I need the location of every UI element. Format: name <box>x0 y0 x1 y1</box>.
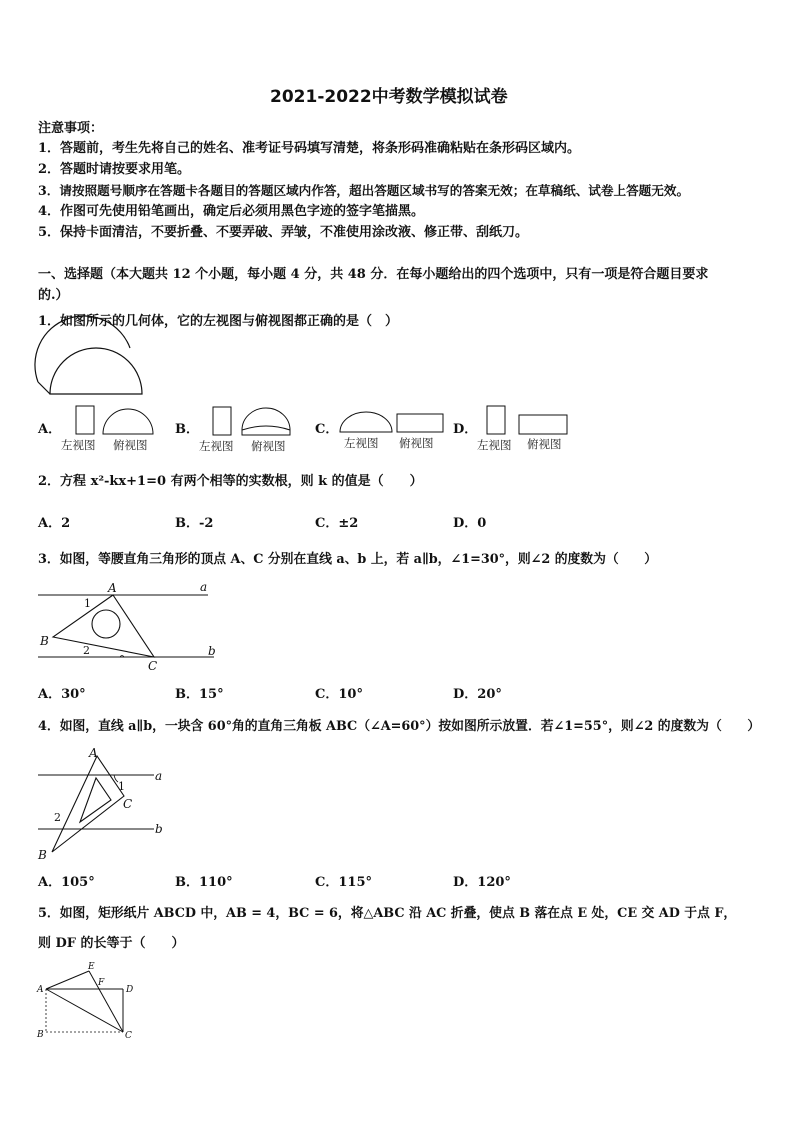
q3-label-b-point: B <box>40 634 49 648</box>
q1-a-top-view-caption: 俯视图 <box>113 438 148 452</box>
q5-label-e-point: E <box>88 962 95 972</box>
q3-label-angle-2: 2 <box>83 644 90 657</box>
q4-label-line-a: a <box>155 769 163 783</box>
notice-item: 4．作图可先使用铅笔画出，确定后必须用黑色字迹的签字笔描黑。 <box>38 204 425 219</box>
q5-label-f-point: F <box>98 978 105 988</box>
notice-heading: 注意事项： <box>38 121 104 136</box>
q5-label-a-point: A <box>37 985 44 995</box>
q3-label-line-b: b <box>208 644 216 658</box>
section-heading-cont: 的.） <box>38 288 69 303</box>
q2-option-b[interactable]: B．-2 <box>175 516 214 531</box>
q4-label-b-point: B <box>38 848 47 862</box>
q1-option-d[interactable]: D． <box>453 422 478 437</box>
q5-figure <box>36 958 146 1044</box>
q1-solid-figure <box>36 338 146 400</box>
q1-c-left-view-caption: 左视图 <box>344 436 379 450</box>
q1-b-left-view-caption: 左视图 <box>199 439 234 453</box>
q4-figure <box>36 744 166 862</box>
q1-option-a[interactable]: A． <box>38 422 62 437</box>
q3-option-b[interactable]: B．15° <box>175 687 224 702</box>
q4-label-angle-2: 2 <box>54 811 61 824</box>
q3-label-c-point: C <box>148 659 158 673</box>
q1-option-d-views <box>486 405 570 437</box>
notice-item: 3．请按照题号顺序在答题卡各题目的答题区域内作答，超出答题区域书写的答案无效；在草稿纸、试卷上答题无效。 <box>38 183 690 198</box>
q3-label-a-point: A <box>108 581 117 595</box>
notice-item: 1．答题前，考生先将自己的姓名、准考证号码填写清楚，将条形码准确粘贴在条形码区域内。 <box>38 141 581 156</box>
q5-label-d-point: D <box>126 985 134 995</box>
q1-b-top-view-caption: 俯视图 <box>251 439 286 453</box>
q1-option-c[interactable]: C． <box>315 422 339 437</box>
q5-label-c-point: C <box>125 1031 132 1041</box>
q3-option-c[interactable]: C．10° <box>315 687 363 702</box>
question-1-stem: 1．如图所示的几何体，它的左视图与俯视图都正确的是（ ） <box>38 314 399 329</box>
q5-label-b-point: B <box>37 1030 44 1040</box>
q2-option-c[interactable]: C．±2 <box>315 516 359 531</box>
q4-label-c-point: C <box>123 797 133 811</box>
page-title: 2021-2022中考数学模拟试卷 <box>270 87 508 107</box>
q1-option-a-views <box>75 404 155 434</box>
q3-figure <box>36 578 226 674</box>
q3-label-angle-1: 1 <box>84 597 91 610</box>
q1-d-left-view-caption: 左视图 <box>477 438 512 452</box>
q1-c-top-view-caption: 俯视图 <box>399 436 434 450</box>
q4-label-line-b: b <box>155 822 163 836</box>
question-5-stem-cont: 则 DF 的长等于（ ） <box>38 936 185 951</box>
q4-option-b[interactable]: B．110° <box>175 875 233 890</box>
q1-option-b[interactable]: B． <box>175 422 199 437</box>
q1-a-left-view-caption: 左视图 <box>61 438 96 452</box>
q4-label-a-point: A <box>89 746 98 760</box>
q1-option-c-views <box>338 408 448 434</box>
q2-option-a[interactable]: A．2 <box>38 516 71 531</box>
q3-option-a[interactable]: A．30° <box>38 687 86 702</box>
q4-option-d[interactable]: D．120° <box>453 875 511 890</box>
question-2-stem: 2．方程 x²-kx+1=0 有两个相等的实数根，则 k 的值是（ ） <box>38 474 423 489</box>
notice-item: 2．答题时请按要求用笔。 <box>38 162 191 177</box>
q4-label-angle-1: 1 <box>118 780 125 793</box>
question-3-stem: 3．如图，等腰直角三角形的顶点 A、C 分别在直线 a、b 上，若 a∥b，∠1=30°，则∠2 的度数为（ ） <box>38 552 658 567</box>
question-5-stem: 5．如图，矩形纸片 ABCD 中，AB = 4，BC = 6，将△ABC 沿 AC 折叠，使点 B 落在点 E 处，CE 交 AD 于点 F， <box>38 906 737 921</box>
q2-option-d[interactable]: D．0 <box>453 516 487 531</box>
q1-option-b-views <box>212 406 292 436</box>
q1-d-top-view-caption: 俯视图 <box>527 437 562 451</box>
q3-label-line-a: a <box>200 580 208 594</box>
q3-option-d[interactable]: D．20° <box>453 687 502 702</box>
q4-option-c[interactable]: C．115° <box>315 875 372 890</box>
q4-option-a[interactable]: A．105° <box>38 875 95 890</box>
notice-item: 5．保持卡面清洁，不要折叠、不要弄破、弄皱，不准使用涂改液、修正带、刮纸刀。 <box>38 225 529 240</box>
section-heading: 一、选择题（本大题共 12 个小题，每小题 4 分，共 48 分．在每小题给出的四个选项中，只有一项是符合题目要求 <box>38 267 709 282</box>
question-4-stem: 4．如图，直线 a∥b，一块含 60°角的直角三角板 ABC（∠A=60°）按如图所示放置．若∠1=55°，则∠2 的度数为（ ） <box>38 719 761 734</box>
